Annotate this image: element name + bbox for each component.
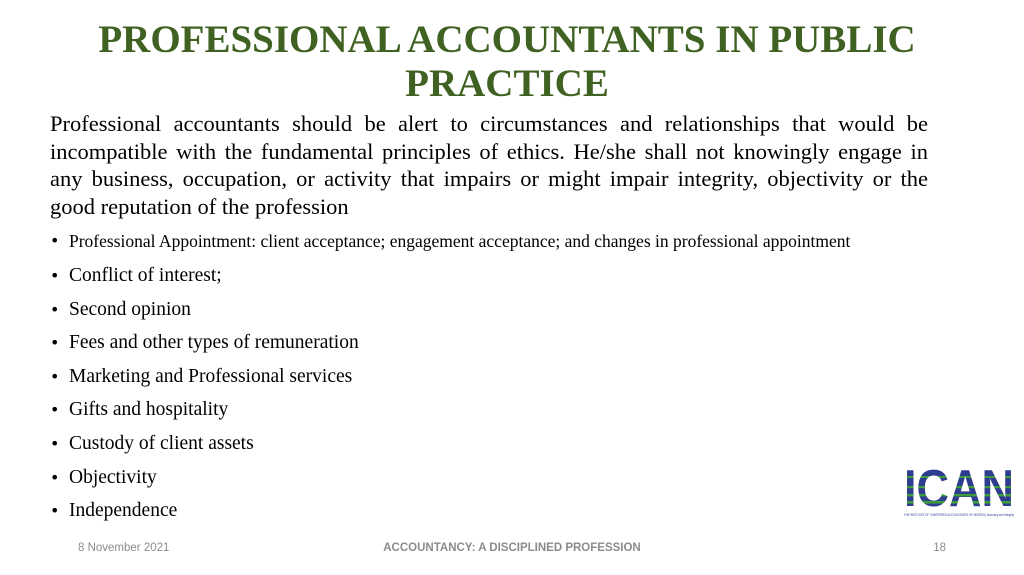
bullet-icon: • — [50, 333, 60, 353]
bullet-icon: • — [50, 366, 60, 386]
bullet-text: Marketing and Professional services — [69, 365, 353, 387]
intro-paragraph: Professional accountants should be alert to circumstances and relationships that would be incompatible with the fundamental principles of ethics. He/she shall not knowingly engage in any business, occupation, or activity that impairs or might impair integrity, objectivity or the good reputation of the profession — [50, 111, 928, 219]
bullet-text: Custody of client assets — [69, 432, 254, 454]
bullet-text: Independence — [69, 500, 178, 522]
bullet-item — [50, 466, 928, 489]
bullet-text: Second opinion — [69, 298, 191, 320]
bullet-item — [50, 331, 928, 354]
bullet-item — [50, 432, 928, 455]
bullet-icon: • — [50, 400, 60, 420]
slide-title: PROFESSIONAL ACCOUNTANTS IN PUBLIC PRACTICE — [98, 18, 916, 105]
page-number: 18 — [933, 542, 946, 554]
bullet-item — [50, 398, 928, 421]
logo-wordmark-icon — [903, 448, 1015, 510]
logo-tagline: THE INSTITUTE OF CHARTERED ACCOUNTANTS OF NIGERIA | Accuracy and Integrity — [904, 513, 1015, 517]
bullet-text: Fees and other types of remuneration — [69, 332, 359, 354]
bullet-text: Professional Appointment: client acceptance; engagement acceptance; and changes in professional appointment — [69, 231, 851, 251]
ican-logo — [903, 448, 1015, 520]
bullet-icon: • — [50, 501, 60, 521]
bullet-text: Objectivity — [69, 466, 157, 488]
footer-title: ACCOUNTANCY: A DISCIPLINED PROFESSION — [383, 542, 641, 554]
bullet-icon: • — [50, 266, 60, 285]
footer-date: 8 November 2021 — [78, 542, 170, 554]
bullet-icon: • — [50, 433, 60, 453]
bullet-item — [50, 499, 928, 522]
bullet-item — [50, 365, 928, 388]
bullet-text: Gifts and hospitality — [69, 399, 229, 421]
bullet-icon: • — [50, 299, 60, 319]
bullet-text: Conflict of interest; — [69, 265, 222, 286]
bullet-list — [50, 230, 928, 533]
bullet-item — [50, 264, 928, 287]
bullet-icon: • — [50, 467, 60, 487]
bullet-icon: • — [50, 231, 60, 250]
bullet-item — [50, 298, 928, 321]
bullet-item — [50, 230, 928, 252]
